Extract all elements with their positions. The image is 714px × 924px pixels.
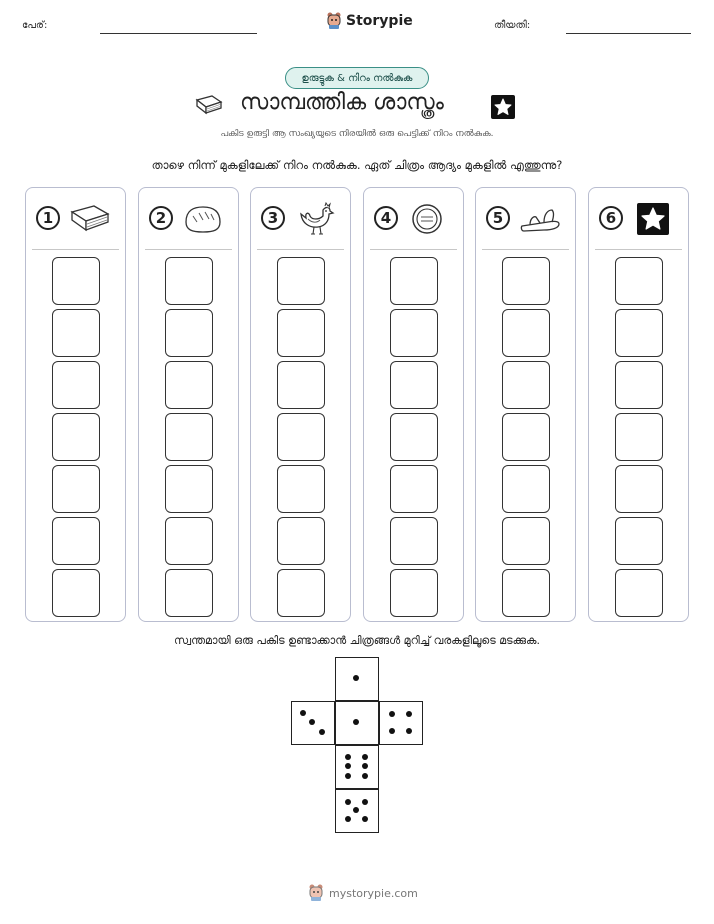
color-box[interactable] bbox=[52, 257, 100, 305]
column-divider bbox=[145, 249, 232, 250]
color-box[interactable] bbox=[277, 569, 325, 617]
pip bbox=[362, 773, 368, 779]
color-box[interactable] bbox=[277, 413, 325, 461]
column-number: 1 bbox=[36, 206, 60, 230]
name-label: പേര്: bbox=[22, 20, 48, 31]
color-box[interactable] bbox=[52, 569, 100, 617]
color-box[interactable] bbox=[52, 309, 100, 357]
footer-url[interactable]: mystorypie.com bbox=[329, 886, 418, 900]
color-box[interactable] bbox=[502, 465, 550, 513]
color-box[interactable] bbox=[390, 569, 438, 617]
color-box[interactable] bbox=[165, 465, 213, 513]
pip bbox=[389, 711, 395, 717]
book-icon bbox=[68, 202, 112, 236]
die-face-1-center bbox=[335, 701, 379, 745]
die-face-6 bbox=[335, 745, 379, 789]
column-6 bbox=[588, 187, 689, 622]
die-face-3 bbox=[291, 701, 335, 745]
color-box[interactable] bbox=[165, 257, 213, 305]
brand-name: Storypie bbox=[346, 13, 413, 29]
pip bbox=[353, 807, 359, 813]
pip bbox=[362, 799, 368, 805]
color-box[interactable] bbox=[390, 257, 438, 305]
pip bbox=[345, 754, 351, 760]
storypie-logo bbox=[326, 12, 413, 30]
color-box[interactable] bbox=[165, 569, 213, 617]
sandal-icon bbox=[518, 202, 562, 236]
column-number: 4 bbox=[374, 206, 398, 230]
color-box[interactable] bbox=[165, 361, 213, 409]
column-number: 5 bbox=[486, 206, 510, 230]
color-box[interactable] bbox=[390, 309, 438, 357]
page-title: സാമ്പത്തിക ശാസ്ത്രം bbox=[240, 90, 444, 115]
color-box[interactable] bbox=[615, 517, 663, 565]
column-number: 6 bbox=[599, 206, 623, 230]
color-box[interactable] bbox=[502, 413, 550, 461]
pip bbox=[345, 816, 351, 822]
color-box[interactable] bbox=[615, 309, 663, 357]
color-box[interactable] bbox=[165, 309, 213, 357]
pip bbox=[362, 754, 368, 760]
color-box[interactable] bbox=[165, 413, 213, 461]
color-box[interactable] bbox=[277, 309, 325, 357]
pip bbox=[406, 728, 412, 734]
activity-tag bbox=[285, 67, 429, 89]
column-1 bbox=[25, 187, 126, 622]
name-line[interactable] bbox=[100, 33, 257, 34]
mascot-icon bbox=[326, 12, 342, 30]
die-instruction: സ്വന്തമായി ഒരു പകിട ഉണ്ടാക്കാൻ ചിത്രങ്ങൾ മുറിച്ച് വരകളിലൂടെ മടക്കുക. bbox=[174, 634, 540, 647]
column-3 bbox=[250, 187, 351, 622]
chicken-icon bbox=[293, 202, 337, 236]
color-box[interactable] bbox=[390, 361, 438, 409]
date-line[interactable] bbox=[566, 33, 691, 34]
color-box[interactable] bbox=[502, 569, 550, 617]
pip bbox=[362, 763, 368, 769]
date-label: തീയതി: bbox=[494, 20, 531, 31]
color-box[interactable] bbox=[615, 413, 663, 461]
color-box[interactable] bbox=[277, 465, 325, 513]
pip bbox=[353, 719, 359, 725]
pip bbox=[345, 773, 351, 779]
pip bbox=[389, 728, 395, 734]
column-divider bbox=[257, 249, 344, 250]
pip bbox=[345, 763, 351, 769]
color-box[interactable] bbox=[52, 465, 100, 513]
color-box[interactable] bbox=[390, 413, 438, 461]
column-5 bbox=[475, 187, 576, 622]
color-box[interactable] bbox=[390, 517, 438, 565]
color-box[interactable] bbox=[615, 465, 663, 513]
color-box[interactable] bbox=[52, 361, 100, 409]
color-box[interactable] bbox=[615, 257, 663, 305]
star-icon bbox=[631, 202, 675, 236]
color-box[interactable] bbox=[165, 517, 213, 565]
color-box[interactable] bbox=[502, 517, 550, 565]
book-icon bbox=[194, 94, 224, 118]
die-face-1-top bbox=[335, 657, 379, 701]
color-box[interactable] bbox=[277, 257, 325, 305]
column-number: 2 bbox=[149, 206, 173, 230]
color-box[interactable] bbox=[277, 517, 325, 565]
column-number: 3 bbox=[261, 206, 285, 230]
color-box[interactable] bbox=[615, 569, 663, 617]
star-badge-icon bbox=[490, 95, 516, 119]
pip bbox=[309, 719, 315, 725]
instruction-text: താഴെ നിന്ന് മുകളിലേക്ക് നിറം നൽകുക. ഏത് ചിത്രം ആദ്യം മുകളിൽ എത്തുന്നു? bbox=[151, 158, 563, 172]
column-divider bbox=[32, 249, 119, 250]
color-box[interactable] bbox=[615, 361, 663, 409]
bread-icon bbox=[181, 202, 225, 236]
subtitle: പകിട ഉരുട്ടി ആ സംഖ്യയുടെ നിരയിൽ ഒരു പെട്ടിക്ക് നിറം നൽകുക. bbox=[220, 129, 494, 139]
column-divider bbox=[482, 249, 569, 250]
pip bbox=[319, 729, 325, 735]
pip bbox=[300, 710, 306, 716]
color-box[interactable] bbox=[52, 413, 100, 461]
pip bbox=[353, 675, 359, 681]
column-divider bbox=[595, 249, 682, 250]
color-box[interactable] bbox=[277, 361, 325, 409]
mascot-icon bbox=[308, 884, 324, 902]
pip bbox=[345, 799, 351, 805]
color-box[interactable] bbox=[502, 257, 550, 305]
column-2 bbox=[138, 187, 239, 622]
die-face-4 bbox=[379, 701, 423, 745]
color-box[interactable] bbox=[52, 517, 100, 565]
color-box[interactable] bbox=[502, 361, 550, 409]
footer bbox=[308, 884, 418, 902]
coin-icon bbox=[406, 202, 450, 236]
column-divider bbox=[370, 249, 457, 250]
pip bbox=[362, 816, 368, 822]
pip bbox=[406, 711, 412, 717]
column-4 bbox=[363, 187, 464, 622]
color-box[interactable] bbox=[390, 465, 438, 513]
die-face-5 bbox=[335, 789, 379, 833]
color-box[interactable] bbox=[502, 309, 550, 357]
activity-tag-text: ഉരുട്ടുക & നിറം നൽകുക bbox=[301, 72, 413, 84]
